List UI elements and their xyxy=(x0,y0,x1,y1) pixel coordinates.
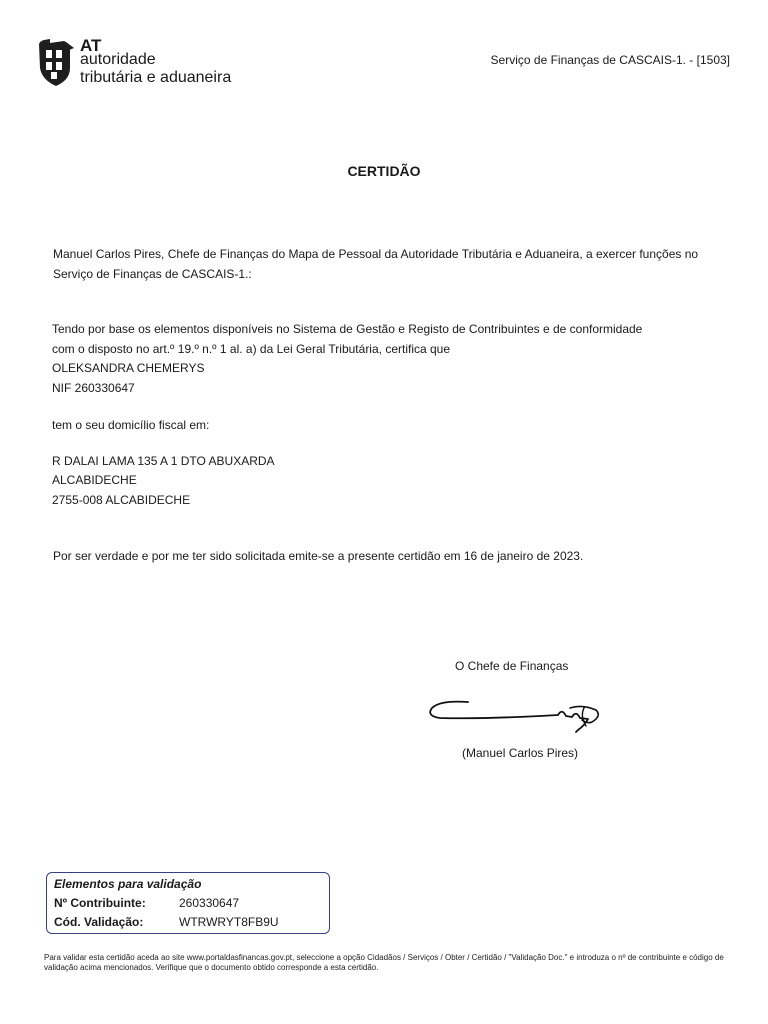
closing-statement: Por ser verdade e por me ter sido solicitada emite-se a presente certidão em 16 de janeiro de 2023. xyxy=(53,549,584,563)
basis-line-1: Tendo por base os elementos disponíveis no Sistema de Gestão e Registo de Contribuintes e de conformidade xyxy=(52,322,643,336)
coat-of-arms-icon xyxy=(36,38,76,88)
contribuinte-value: 260330647 xyxy=(179,896,240,910)
validation-code-label: Cód. Validação: xyxy=(54,915,144,929)
validation-code-value: WTRWRYT8FB9U xyxy=(179,915,279,929)
at-logo xyxy=(36,36,256,92)
document-title: CERTIDÃO xyxy=(347,163,421,179)
taxpayer-name: OLEKSANDRA CHEMERYS xyxy=(52,361,205,375)
signer-role: O Chefe de Finanças xyxy=(455,659,569,673)
intro-paragraph: Manuel Carlos Pires, Chefe de Finanças do Mapa de Pessoal da Autoridade Tributária e Aduaneira, a exercer funções no Serviço de Finanças de CASCAIS-1.: xyxy=(53,247,699,281)
domicile-intro: tem o seu domicílio fiscal em: xyxy=(52,418,210,432)
logo-line-1: autoridade xyxy=(80,51,156,68)
address-line-3: 2755-008 ALCABIDECHE xyxy=(52,493,191,507)
logo-at-text: AT xyxy=(80,36,102,55)
contribuinte-label: Nº Contribuinte: xyxy=(54,896,146,910)
taxpayer-nif: NIF 260330647 xyxy=(52,381,135,395)
tax-office-label: Serviço de Finanças de CASCAIS-1. - [1503] xyxy=(490,53,730,67)
signer-name: (Manuel Carlos Pires) xyxy=(462,746,579,760)
logo-line-2: tributária e aduaneira xyxy=(80,69,232,86)
handwritten-signature xyxy=(420,690,610,735)
address-line-2: ALCABIDECHE xyxy=(52,473,137,487)
address-line-1: R DALAI LAMA 135 A 1 DTO ABUXARDA xyxy=(52,454,275,468)
basis-line-2: com o disposto no art.º 19.º n.º 1 al. a) da Lei Geral Tributária, certifica que xyxy=(52,342,451,356)
validation-title: Elementos para validação xyxy=(54,877,202,891)
validation-box xyxy=(46,872,330,934)
validation-footnote: Para validar esta certidão aceda ao site www.portaldasfinancas.gov.pt, seleccione a opção Cidadãos / Serviços / Obter / Certidão / "Validação Doc." e introduza o nº de contribuinte e código de validação acima mencionados. Verifique que o documento obtido corresponde a esta certidão. xyxy=(44,953,724,972)
